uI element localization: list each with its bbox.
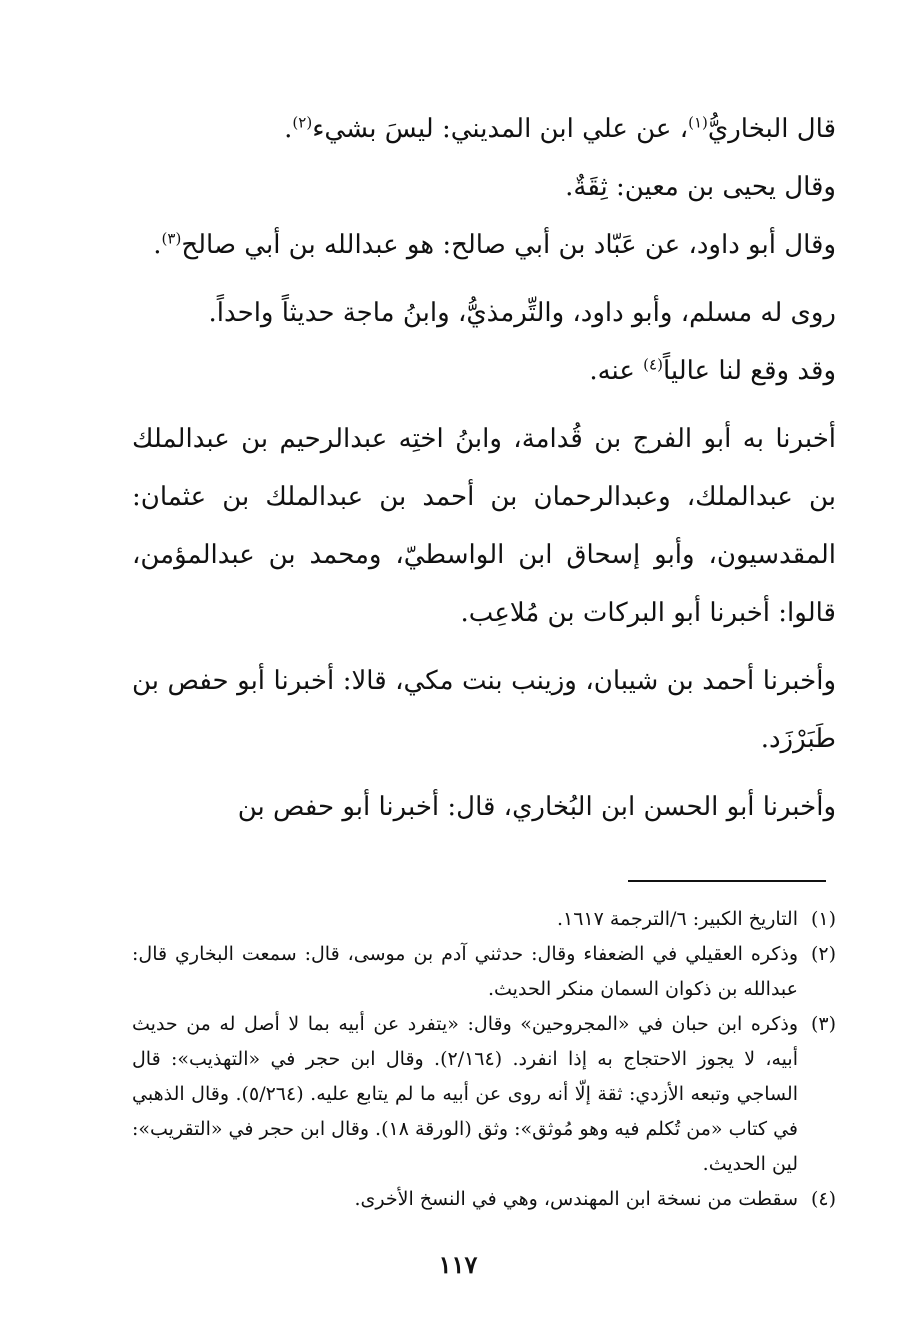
paragraph-narrators xyxy=(132,284,836,342)
paragraph-bukhari xyxy=(132,100,836,158)
paragraph-text: قال البخاريُّ xyxy=(707,114,836,144)
page-number: ١١٧ xyxy=(438,1250,478,1279)
paragraph-chain-1 xyxy=(132,410,836,642)
footnote-item xyxy=(132,937,836,1007)
paragraph-abu-dawud xyxy=(132,216,836,274)
footnote-text: التاريخ الكبير: ٦/الترجمة ١٦١٧. xyxy=(556,908,798,930)
paragraph-yahya xyxy=(132,158,836,216)
paragraph-text: وقال يحيى بن معين: ثِقَةٌ. xyxy=(565,172,836,202)
paragraph-text: ، عن علي ابن المديني: ليسَ بشيء xyxy=(312,114,689,144)
paragraph-text: . xyxy=(284,114,293,144)
footnote-number: (١) xyxy=(810,908,836,930)
footnote-number: (٣) xyxy=(810,1013,836,1035)
paragraph-text: عنه. xyxy=(589,356,644,386)
paragraph-text: وأخبرنا أبو الحسن ابن البُخاري، قال: أخبرنا أبو حفص بن xyxy=(237,792,836,822)
footnote-ref[interactable]: (١) xyxy=(688,113,708,132)
main-text xyxy=(132,100,836,836)
footnote-ref[interactable]: (٢) xyxy=(292,113,313,132)
paragraph-text: . xyxy=(153,230,162,260)
footnote-ref[interactable]: (٤) xyxy=(643,355,663,374)
footnote-text: سقطت من نسخة ابن المهندس، وهي في النسخ الأخرى. xyxy=(354,1188,798,1210)
paragraph-text: وقد وقع لنا عالياً xyxy=(662,356,836,386)
footnote-divider xyxy=(628,880,826,882)
paragraph-text: أخبرنا به أبو الفرج بن قُدامة، وابنُ اختِه عبدالرحيم بن عبدالملك بن عبدالملك، وعبدالرحمان بن أحمد بن عبدالملك بن عثمان: المقدسيون، وأبو إسحاق ابن الواسطيّ، ومحمد بن عبدالمؤمن، قالوا: أخبرنا أبو البركات بن مُلاعِب. xyxy=(132,424,836,628)
footnote-item xyxy=(132,1007,836,1182)
paragraph-chain-2 xyxy=(132,652,836,768)
paragraph-chain-3 xyxy=(132,778,836,836)
footnote-item xyxy=(132,1182,836,1217)
paragraph-text: روى له مسلم، وأبو داود، والتِّرمذيُّ، وابنُ ماجة حديثاً واحداً. xyxy=(208,298,836,328)
footnote-number: (٢) xyxy=(810,943,836,965)
paragraph-text: وأخبرنا أحمد بن شيبان، وزينب بنت مكي، قالا: أخبرنا أبو حفص بن طَبَرْزَد. xyxy=(132,666,836,754)
footnote-text: وذكره ابن حبان في «المجروحين» وقال: «يتفرد عن أبيه بما لا أصل له من حديث أبيه، لا يجوز الاحتجاج به إذا انفرد. (٢/١٦٤). وقال ابن حجر في «التهذيب»: قال الساجي وتبعه الأزدي: ثقة إلّا أنه روى عن أبيه ما لم يتابع عليه. (٥/٢٦٤). وقال الذهبي في كتاب «من تُكلم فيه وهو مُوثق»: وثق (الورقة ١٨). وقال ابن حجر في «التقريب»: لين الحديث. xyxy=(132,1013,798,1175)
footnote-text: وذكره العقيلي في الضعفاء وقال: حدثني آدم بن موسى، قال: سمعت البخاري قال: عبدالله بن ذكوان السمان منكر الحديث. xyxy=(132,943,798,1000)
footnotes xyxy=(132,902,836,1217)
footnote-number: (٤) xyxy=(810,1188,836,1210)
paragraph-ali xyxy=(132,342,836,400)
footnote-item xyxy=(132,902,836,937)
footnote-ref[interactable]: (٣) xyxy=(161,229,182,248)
paragraph-text: وقال أبو داود، عن عَبّاد بن أبي صالح: هو عبدالله بن أبي صالح xyxy=(181,230,836,260)
